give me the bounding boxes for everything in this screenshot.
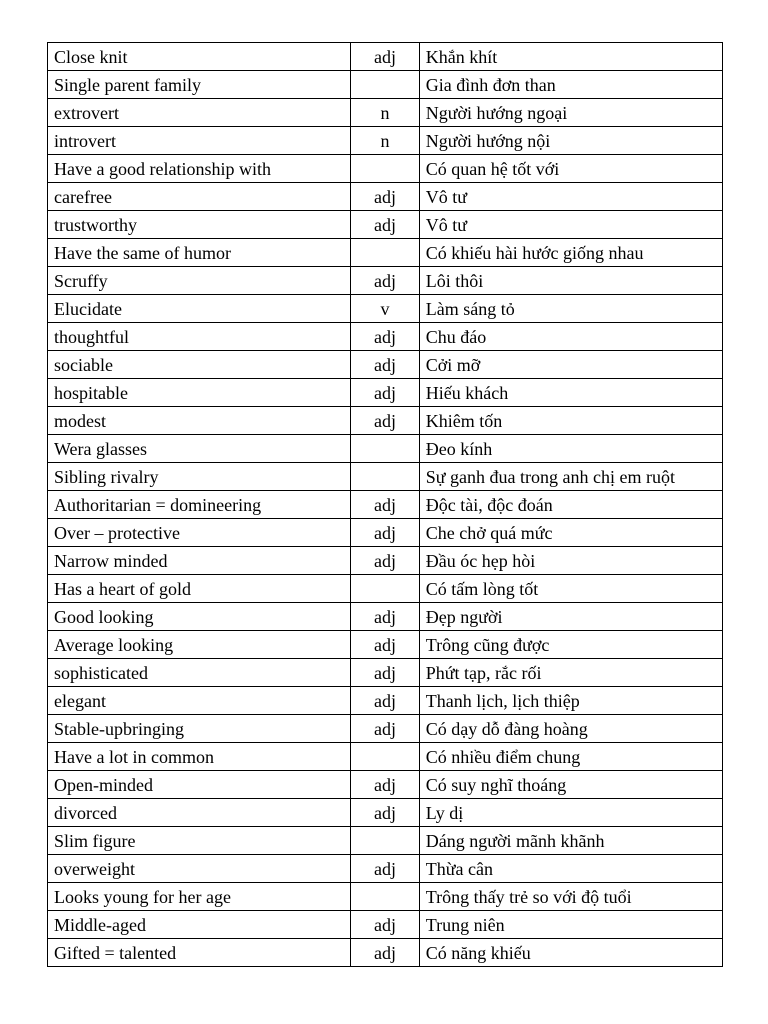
term-cell: extrovert (48, 99, 351, 127)
table-row (48, 883, 723, 911)
vocabulary-table-body (48, 43, 723, 967)
table-row (48, 183, 723, 211)
meaning-cell: Có quan hệ tốt với (419, 155, 722, 183)
part-of-speech-cell: adj (351, 715, 420, 743)
table-row (48, 267, 723, 295)
term-cell: modest (48, 407, 351, 435)
vocabulary-table (47, 42, 723, 967)
term-cell: sociable (48, 351, 351, 379)
part-of-speech-cell: adj (351, 211, 420, 239)
meaning-cell: Làm sáng tỏ (419, 295, 722, 323)
part-of-speech-cell: adj (351, 659, 420, 687)
table-row (48, 323, 723, 351)
table-row (48, 435, 723, 463)
part-of-speech-cell: adj (351, 491, 420, 519)
term-cell: Have the same of humor (48, 239, 351, 267)
part-of-speech-cell (351, 883, 420, 911)
meaning-cell: Chu đáo (419, 323, 722, 351)
table-row (48, 519, 723, 547)
table-row (48, 799, 723, 827)
table-row (48, 715, 723, 743)
table-row (48, 547, 723, 575)
term-cell: overweight (48, 855, 351, 883)
part-of-speech-cell: adj (351, 43, 420, 71)
meaning-cell: Trung niên (419, 911, 722, 939)
table-row (48, 351, 723, 379)
meaning-cell: Người hướng ngoại (419, 99, 722, 127)
meaning-cell: Có tấm lòng tốt (419, 575, 722, 603)
meaning-cell: Thừa cân (419, 855, 722, 883)
table-row (48, 939, 723, 967)
term-cell: hospitable (48, 379, 351, 407)
part-of-speech-cell (351, 743, 420, 771)
table-row (48, 71, 723, 99)
meaning-cell: Gia đình đơn than (419, 71, 722, 99)
term-cell: Wera glasses (48, 435, 351, 463)
meaning-cell: Có khiếu hài hước giống nhau (419, 239, 722, 267)
table-row (48, 771, 723, 799)
term-cell: thoughtful (48, 323, 351, 351)
meaning-cell: Dáng người mãnh khãnh (419, 827, 722, 855)
term-cell: Gifted = talented (48, 939, 351, 967)
part-of-speech-cell: adj (351, 799, 420, 827)
table-row (48, 743, 723, 771)
part-of-speech-cell: adj (351, 603, 420, 631)
table-row (48, 295, 723, 323)
part-of-speech-cell: adj (351, 519, 420, 547)
meaning-cell: Đeo kính (419, 435, 722, 463)
table-row (48, 827, 723, 855)
part-of-speech-cell: adj (351, 687, 420, 715)
table-row (48, 43, 723, 71)
part-of-speech-cell (351, 827, 420, 855)
part-of-speech-cell (351, 463, 420, 491)
part-of-speech-cell (351, 239, 420, 267)
part-of-speech-cell: adj (351, 323, 420, 351)
table-row (48, 239, 723, 267)
term-cell: Slim figure (48, 827, 351, 855)
meaning-cell: Có nhiều điểm chung (419, 743, 722, 771)
meaning-cell: Đầu óc hẹp hòi (419, 547, 722, 575)
term-cell: Good looking (48, 603, 351, 631)
term-cell: sophisticated (48, 659, 351, 687)
term-cell: Sibling rivalry (48, 463, 351, 491)
part-of-speech-cell (351, 435, 420, 463)
part-of-speech-cell: n (351, 99, 420, 127)
meaning-cell: Trông cũng được (419, 631, 722, 659)
meaning-cell: Che chở quá mức (419, 519, 722, 547)
term-cell: Has a heart of gold (48, 575, 351, 603)
meaning-cell: Ly dị (419, 799, 722, 827)
table-row (48, 379, 723, 407)
table-row (48, 855, 723, 883)
term-cell: Close knit (48, 43, 351, 71)
term-cell: Have a lot in common (48, 743, 351, 771)
part-of-speech-cell: v (351, 295, 420, 323)
part-of-speech-cell (351, 155, 420, 183)
meaning-cell: Hiếu khách (419, 379, 722, 407)
term-cell: elegant (48, 687, 351, 715)
table-row (48, 407, 723, 435)
part-of-speech-cell: adj (351, 407, 420, 435)
part-of-speech-cell: adj (351, 771, 420, 799)
term-cell: trustworthy (48, 211, 351, 239)
table-row (48, 687, 723, 715)
term-cell: Over – protective (48, 519, 351, 547)
part-of-speech-cell: adj (351, 547, 420, 575)
meaning-cell: Đẹp người (419, 603, 722, 631)
term-cell: Narrow minded (48, 547, 351, 575)
table-row (48, 155, 723, 183)
term-cell: Authoritarian = domineering (48, 491, 351, 519)
part-of-speech-cell: adj (351, 267, 420, 295)
table-row (48, 911, 723, 939)
meaning-cell: Sự ganh đua trong anh chị em ruột (419, 463, 722, 491)
term-cell: carefree (48, 183, 351, 211)
term-cell: Looks young for her age (48, 883, 351, 911)
table-row (48, 603, 723, 631)
meaning-cell: Có dạy dỗ đàng hoàng (419, 715, 722, 743)
table-row (48, 491, 723, 519)
table-row (48, 211, 723, 239)
term-cell: Elucidate (48, 295, 351, 323)
meaning-cell: Vô tư (419, 183, 722, 211)
term-cell: Stable-upbringing (48, 715, 351, 743)
meaning-cell: Khiêm tốn (419, 407, 722, 435)
table-row (48, 127, 723, 155)
meaning-cell: Có suy nghĩ thoáng (419, 771, 722, 799)
meaning-cell: Có năng khiếu (419, 939, 722, 967)
meaning-cell: Trông thấy trẻ so với độ tuổi (419, 883, 722, 911)
meaning-cell: Phứt tạp, rắc rối (419, 659, 722, 687)
part-of-speech-cell: n (351, 127, 420, 155)
table-row (48, 463, 723, 491)
meaning-cell: Thanh lịch, lịch thiệp (419, 687, 722, 715)
part-of-speech-cell: adj (351, 911, 420, 939)
table-row (48, 575, 723, 603)
table-row (48, 99, 723, 127)
meaning-cell: Lôi thôi (419, 267, 722, 295)
part-of-speech-cell (351, 71, 420, 99)
term-cell: introvert (48, 127, 351, 155)
meaning-cell: Người hướng nội (419, 127, 722, 155)
meaning-cell: Vô tư (419, 211, 722, 239)
term-cell: Open-minded (48, 771, 351, 799)
part-of-speech-cell: adj (351, 939, 420, 967)
part-of-speech-cell: adj (351, 379, 420, 407)
part-of-speech-cell: adj (351, 631, 420, 659)
table-row (48, 631, 723, 659)
term-cell: divorced (48, 799, 351, 827)
part-of-speech-cell: adj (351, 351, 420, 379)
table-row (48, 659, 723, 687)
term-cell: Single parent family (48, 71, 351, 99)
term-cell: Middle-aged (48, 911, 351, 939)
term-cell: Average looking (48, 631, 351, 659)
part-of-speech-cell: adj (351, 183, 420, 211)
meaning-cell: Độc tài, độc đoán (419, 491, 722, 519)
term-cell: Scruffy (48, 267, 351, 295)
term-cell: Have a good relationship with (48, 155, 351, 183)
meaning-cell: Cởi mỡ (419, 351, 722, 379)
part-of-speech-cell (351, 575, 420, 603)
part-of-speech-cell: adj (351, 855, 420, 883)
meaning-cell: Khắn khít (419, 43, 722, 71)
